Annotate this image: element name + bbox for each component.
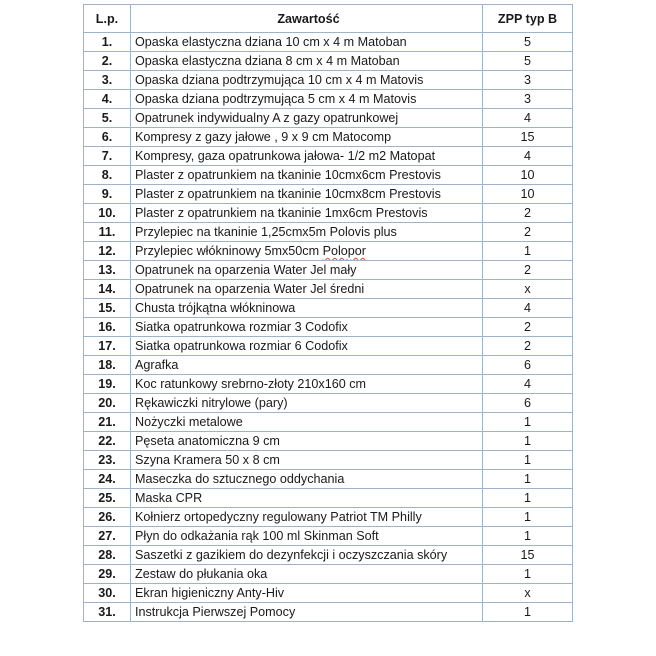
row-content [131,546,483,565]
row-number: 10. [84,204,131,223]
table-row [84,52,573,71]
table-row [84,603,573,622]
table-row [84,318,573,337]
row-quantity: 2 [483,318,573,337]
header-qty: ZPP typ B [483,5,573,33]
row-number: 17. [84,337,131,356]
row-content [131,242,483,261]
table-row [84,375,573,394]
row-content-text: Agrafka [135,358,179,372]
row-content [131,489,483,508]
row-content [131,185,483,204]
table-row [84,489,573,508]
row-quantity: 4 [483,109,573,128]
row-quantity: 1 [483,508,573,527]
table-row [84,33,573,52]
row-quantity: 10 [483,185,573,204]
row-content-text: Opaska elastyczna dziana 10 cm x 4 m Matoban [135,35,407,49]
table-body [84,33,573,622]
table-row [84,71,573,90]
row-number: 4. [84,90,131,109]
row-number: 5. [84,109,131,128]
row-quantity: 3 [483,71,573,90]
table-row [84,299,573,318]
table-row [84,204,573,223]
row-quantity: 2 [483,337,573,356]
row-number: 2. [84,52,131,71]
row-number: 6. [84,128,131,147]
row-content-text: Płyn do odkażania rąk 100 ml Skinman Soft [135,529,379,543]
row-quantity: 1 [483,432,573,451]
row-quantity: 1 [483,565,573,584]
row-quantity: x [483,280,573,299]
table-row [84,147,573,166]
row-content-text: Maska CPR [135,491,203,505]
row-number: 25. [84,489,131,508]
row-number: 29. [84,565,131,584]
row-number: 21. [84,413,131,432]
row-content-text: Przylepiec na tkaninie 1,25cmx5m Polovis plus [135,225,397,239]
row-content [131,223,483,242]
row-number: 12. [84,242,131,261]
row-content [131,337,483,356]
row-content [131,33,483,52]
row-content [131,261,483,280]
row-content-text: Opatrunek na oparzenia Water Jel średni [135,282,365,296]
row-content-text: Rękawiczki nitrylowe (pary) [135,396,288,410]
row-content [131,527,483,546]
row-content-text: Pęseta anatomiczna 9 cm [135,434,280,448]
row-number: 18. [84,356,131,375]
row-number: 26. [84,508,131,527]
row-number: 9. [84,185,131,204]
header-row [84,5,573,33]
table-row [84,432,573,451]
row-content-text: Kompresy, gaza opatrunkowa jałowa- 1/2 m2 Matopat [135,149,436,163]
row-quantity: 5 [483,52,573,71]
row-number: 14. [84,280,131,299]
row-quantity: x [483,584,573,603]
row-number: 22. [84,432,131,451]
row-quantity: 10 [483,166,573,185]
row-content-text: Opaska dziana podtrzymująca 5 cm x 4 m Matovis [135,92,417,106]
row-content-text: Opatrunek na oparzenia Water Jel mały [135,263,357,277]
row-content [131,584,483,603]
table-row [84,470,573,489]
row-quantity: 4 [483,375,573,394]
row-content-text: Ekran higieniczny Anty-Hiv [135,586,285,600]
row-quantity: 2 [483,261,573,280]
row-number: 27. [84,527,131,546]
row-quantity: 6 [483,394,573,413]
row-content [131,109,483,128]
row-number: 24. [84,470,131,489]
table-row [84,261,573,280]
row-content-text: Saszetki z gazikiem do dezynfekcji i oczyszczania skóry [135,548,448,562]
row-quantity: 6 [483,356,573,375]
row-quantity: 5 [483,33,573,52]
row-content [131,451,483,470]
table-row [84,280,573,299]
row-content [131,128,483,147]
row-number: 20. [84,394,131,413]
table-row [84,337,573,356]
row-number: 31. [84,603,131,622]
row-content [131,356,483,375]
row-quantity: 1 [483,413,573,432]
row-content-text: Kompresy z gazy jałowe , 9 x 9 cm Matocomp [135,130,392,144]
row-number: 15. [84,299,131,318]
row-content [131,71,483,90]
row-content [131,394,483,413]
table-row [84,242,573,261]
row-content-text: Koc ratunkowy srebrno-złoty 210x160 cm [135,377,366,391]
table-row [84,565,573,584]
row-content [131,565,483,584]
row-content [131,52,483,71]
table-row [84,413,573,432]
table-row [84,185,573,204]
table-row [84,223,573,242]
table-row [84,584,573,603]
row-content [131,432,483,451]
header-content: Zawartość [131,5,483,33]
row-number: 11. [84,223,131,242]
row-content-text: Plaster z opatrunkiem na tkaninie 10cmx6cm Prestovis [135,168,441,182]
row-quantity: 1 [483,242,573,261]
row-content-text: Opaska elastyczna dziana 8 cm x 4 m Matoban [135,54,400,68]
row-content [131,375,483,394]
row-content-text: Maseczka do sztucznego oddychania [135,472,345,486]
row-content-text: Opaska dziana podtrzymująca 10 cm x 4 m Matovis [135,73,424,87]
row-quantity: 4 [483,147,573,166]
row-number: 13. [84,261,131,280]
row-content-text: Siatka opatrunkowa rozmiar 6 Codofix [135,339,348,353]
row-number: 28. [84,546,131,565]
row-content [131,318,483,337]
row-quantity: 15 [483,546,573,565]
row-content-text: Plaster z opatrunkiem na tkaninie 10cmx8cm Prestovis [135,187,441,201]
row-content-text: Opatrunek indywidualny A z gazy opatrunkowej [135,111,399,125]
row-content-text: Zestaw do płukania oka [135,567,268,581]
row-quantity: 2 [483,204,573,223]
row-number: 19. [84,375,131,394]
table-row [84,109,573,128]
table-row [84,394,573,413]
row-content [131,280,483,299]
row-content [131,166,483,185]
row-number: 30. [84,584,131,603]
row-number: 16. [84,318,131,337]
row-content-text: Chusta trójkątna włókninowa [135,301,296,315]
row-content-text: Siatka opatrunkowa rozmiar 3 Codofix [135,320,348,334]
row-content-text: Instrukcja Pierwszej Pomocy [135,605,296,619]
row-quantity: 3 [483,90,573,109]
row-quantity: 4 [483,299,573,318]
row-number: 8. [84,166,131,185]
table-row [84,90,573,109]
row-content [131,508,483,527]
table-row [84,128,573,147]
row-quantity: 1 [483,489,573,508]
row-content-text: Przylepiec włókninowy 5mx50cm [135,244,323,258]
table-row [84,166,573,185]
table-row [84,527,573,546]
row-number: 3. [84,71,131,90]
table-row [84,508,573,527]
row-quantity: 2 [483,223,573,242]
row-content [131,413,483,432]
row-content-text: Plaster z opatrunkiem na tkaninie 1mx6cm Prestovis [135,206,428,220]
row-content [131,470,483,489]
row-quantity: 1 [483,451,573,470]
row-quantity: 1 [483,470,573,489]
first-aid-kit-table [83,4,573,622]
row-number: 23. [84,451,131,470]
row-number: 7. [84,147,131,166]
row-number: 1. [84,33,131,52]
spellcheck-flagged-word: Polopor [322,244,366,258]
row-content-text: Szyna Kramera 50 x 8 cm [135,453,280,467]
table-row [84,546,573,565]
row-quantity: 1 [483,603,573,622]
row-quantity: 1 [483,527,573,546]
row-content [131,90,483,109]
row-content [131,299,483,318]
row-content [131,603,483,622]
row-content [131,204,483,223]
table-row [84,451,573,470]
table-row [84,356,573,375]
row-content-text: Nożyczki metalowe [135,415,243,429]
row-content-text: Kołnierz ortopedyczny regulowany Patriot TM Philly [135,510,422,524]
row-quantity: 15 [483,128,573,147]
row-content [131,147,483,166]
header-lp: L.p. [84,5,131,33]
